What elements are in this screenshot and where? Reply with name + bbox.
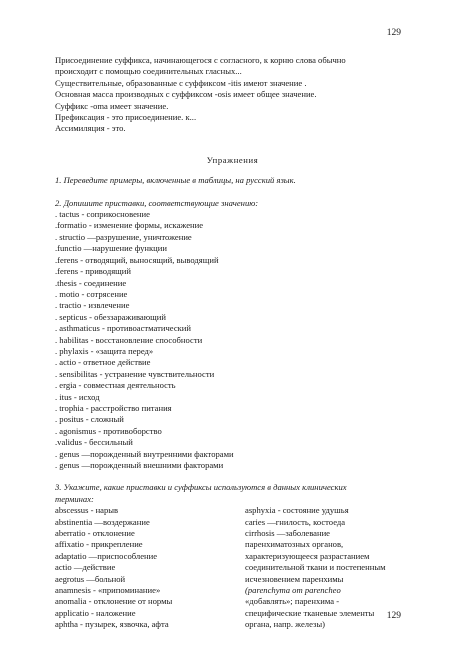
- term-item: abscessus - нарыв: [55, 505, 119, 516]
- list-item: .validus - бессильный: [55, 437, 133, 448]
- list-item: . positus - сложный: [55, 414, 124, 425]
- term-item: характеризующееся разрастанием: [245, 550, 370, 561]
- intro-line: Существительные, образованные с суффиксом -itis имеют значение .: [55, 77, 307, 88]
- list-item: . actio - ответное действие: [55, 357, 151, 368]
- list-item: . ergia - совместная деятельность: [55, 380, 176, 391]
- intro-line: происходит с помощью соединительных гласных...: [55, 66, 242, 77]
- term-item: органа, напр. железы): [245, 619, 326, 630]
- list-item: .formatio - изменение формы, искажение: [55, 220, 204, 231]
- list-item: .ferens - отводящий, выносящий, выводящий: [55, 254, 219, 265]
- term-item: исчезновением паренхимы: [245, 573, 344, 584]
- term-item: aphtha - пузырек, язвочка, афта: [55, 619, 169, 630]
- list-item: . itus - исход: [55, 391, 100, 402]
- list-item: . asthmaticus - противоастматический: [55, 323, 192, 334]
- term-item: applicatio - наложение: [55, 607, 136, 618]
- term-item: «добавлять»; паренхима -: [245, 596, 340, 607]
- list-item: . agonismus - противоборство: [55, 425, 162, 436]
- term-item: специфические тканевые элементы: [245, 607, 375, 618]
- task-3-title: терминах:: [55, 493, 94, 504]
- intro-line: Основная масса производных с суффиксом -osis имеет общее значение.: [55, 89, 317, 100]
- term-item: anamnesis - «припоминание»: [55, 585, 161, 596]
- term-item: actio —действие: [55, 562, 116, 573]
- page-number-top: 129: [386, 28, 401, 38]
- list-item: . motio - сотрясение: [55, 288, 128, 299]
- term-item: caries —гнилость, костоеда: [245, 516, 346, 527]
- list-item: . structio —разрушение, уничтожение: [55, 231, 192, 242]
- terms-table: [55, 505, 410, 630]
- list-item: . phylaxis - «защита перед»: [55, 345, 154, 356]
- intro-line: Суффикс -oma имеет значение.: [55, 100, 169, 111]
- list-item: . habilitas - восстановление способности: [55, 334, 203, 345]
- term-item: (parenchyma от parencheo: [245, 585, 341, 596]
- task-1: 1. Переведите примеры, включенные в таблицы, на русский язык.: [55, 175, 296, 186]
- list-item: .ferens - приводящий: [55, 266, 131, 277]
- task-3-title: 3. Укажите, какие приставки и суффиксы используются в данных клинических: [55, 482, 347, 493]
- list-item: . trophia - расстройство питания: [55, 402, 172, 413]
- term-item: affixatio - прикрепление: [55, 539, 143, 550]
- term-item: asphyxia - состояние удушья: [245, 505, 349, 516]
- terms-right-column: [245, 505, 410, 630]
- list-item: . tractio - извлечение: [55, 300, 130, 311]
- task-2: [55, 198, 410, 472]
- list-item: . tactus - соприкосновение: [55, 209, 150, 220]
- list-item: . sensibilitas - устранение чувствительности: [55, 368, 215, 379]
- intro-line: Ассимиляция - это.: [55, 123, 126, 134]
- list-item: . septicus - обеззараживающий: [55, 311, 166, 322]
- term-item: anomalia - отклонение от нормы: [55, 596, 173, 607]
- exercises-heading: Упражнения: [206, 154, 259, 165]
- term-item: adaptatio —приспособление: [55, 550, 158, 561]
- task-3: [55, 482, 410, 630]
- terms-left-column: [55, 505, 245, 630]
- intro-block: [55, 55, 410, 135]
- document-body: [55, 55, 410, 631]
- page-number-bottom: 129: [386, 611, 401, 621]
- intro-line: Присоединение суффикса, начинающегося с согласного, к корню слова обычно: [55, 55, 346, 65]
- term-item: abstinentia —воздержание: [55, 516, 150, 527]
- term-item: aegrotus —больной: [55, 573, 126, 584]
- term-item: aberratio - отклонение: [55, 528, 135, 539]
- task-2-title: 2. Допишите приставки, соответствующие значению:: [55, 197, 259, 208]
- term-item: cirrhosis —заболевание: [245, 528, 330, 539]
- list-item: .thesis - соединение: [55, 277, 127, 288]
- term-item: соединительной ткани и постепенным: [245, 562, 386, 573]
- list-item: . genus —порожденный внутренними факторами: [55, 448, 234, 459]
- term-item: паренхиматозных органов,: [245, 539, 344, 550]
- intro-line: Префиксация - это присоединение. к...: [55, 112, 197, 123]
- list-item: . genus —порожденный внешними факторами: [55, 460, 224, 470]
- list-item: .functio —нарушение функции: [55, 243, 167, 254]
